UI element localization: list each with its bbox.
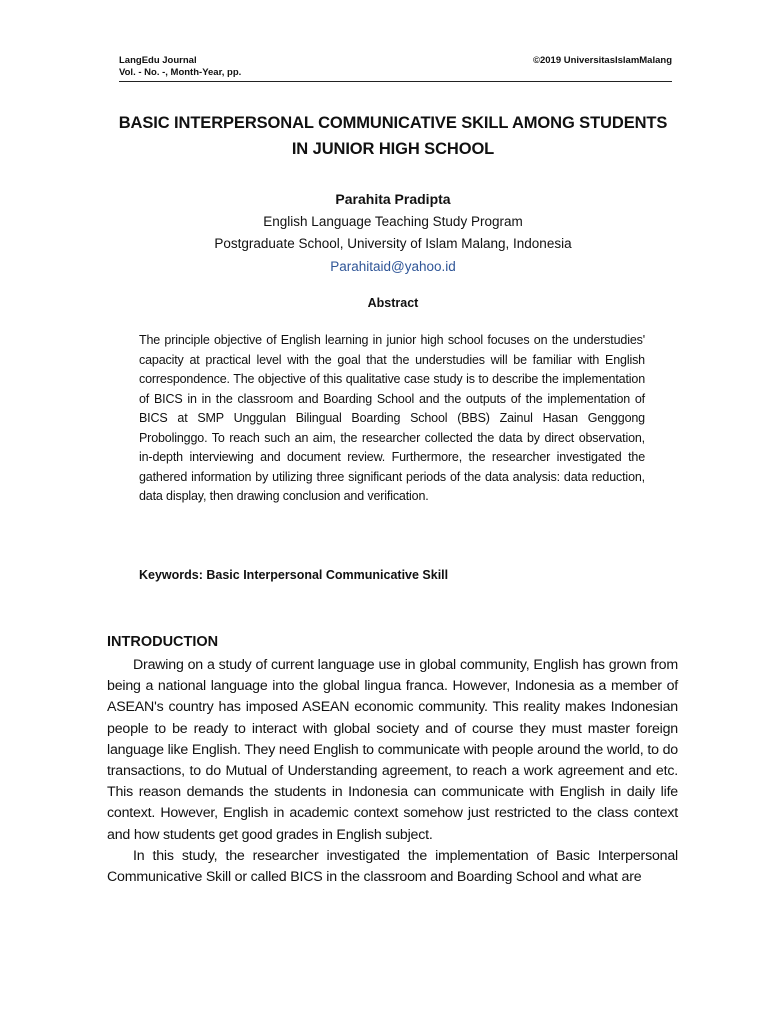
introduction-heading: INTRODUCTION (107, 634, 219, 650)
copyright-notice: ©2019 UniversitasIslamMalang (532, 55, 672, 66)
abstract-text: The principle objective of English learning in junior high school focuses on the understudies' capacity at practical level with the goal that the understudies will be familiar with English correspondence. The objective of this qualitative case study is to describe the implementation of BICS in in the classroom and Boarding School and the outputs of the implementation of BICS at SMP Unggulan Bilingual Boarding School (BBS) Zainul Hasan Genggong Probolinggo. To reach such an aim, the researcher collected the data by direct observation, in-depth interviewing and document review. Furthermore, the researcher investigated the gathered information by utilizing three significant periods of the data analysis: data reduction, data display, then drawing conclusion and verification. (139, 333, 645, 503)
author-block (100, 188, 686, 278)
introduction-body (107, 655, 678, 888)
journal-name: LangEdu Journal (119, 55, 197, 66)
author-institution: Postgraduate School, University of Islam Malang, Indonesia (214, 236, 572, 251)
journal-volume: Vol. - No. -, Month-Year, pp. (119, 67, 242, 78)
author-program: English Language Teaching Study Program (263, 213, 523, 229)
paper-title (100, 110, 686, 162)
running-header (119, 55, 672, 82)
introduction-paragraph-1: Drawing on a study of current language use in global community, English has grown from being a national language into the global lingua franca. However, Indonesia as a member of ASEAN's country has imposed ASEAN economic community. This reality makes Indonesian people to be ready to interact with global society and of course they must master foreign language like English. They need English to communicate with people around the world, to do transactions, to do Mutual of Understanding agreement, to reach a work agreement and etc. This reason demands the students in Indonesia can communicate with English in daily life context. However, English in academic context somehow just restricted to the class context and how students get good grades in English subject. (107, 657, 678, 843)
title-line-2: IN JUNIOR HIGH SCHOOL (291, 140, 495, 158)
abstract-heading: Abstract (367, 296, 419, 310)
journal-info (119, 55, 241, 79)
introduction-paragraph-2: In this study, the researcher investigated the implementation of Basic Interpersonal Communicative Skill or called BICS in the classroom and Boarding School and what are (107, 847, 678, 886)
author-email-link[interactable]: Parahitaid@yahoo.id (330, 258, 456, 274)
author-name: Parahita Pradipta (335, 191, 451, 207)
keywords: Keywords: Basic Interpersonal Communicative Skill (139, 568, 449, 582)
title-line-1: BASIC INTERPERSONAL COMMUNICATIVE SKILL AMONG STUDENTS (118, 114, 668, 132)
